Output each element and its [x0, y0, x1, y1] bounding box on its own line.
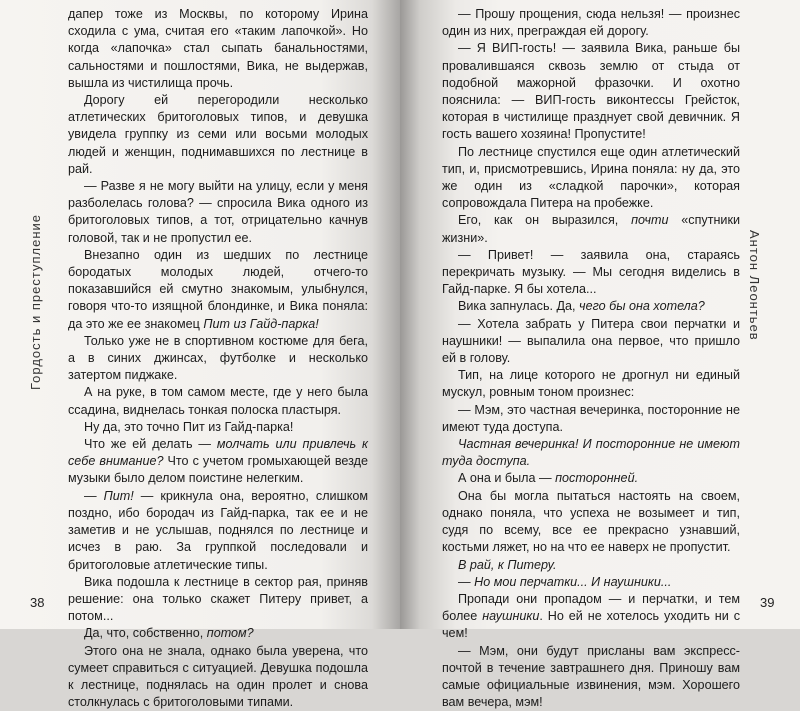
paragraph: [442, 367, 740, 401]
page-number-right: 39: [760, 595, 775, 610]
paragraph: [442, 298, 740, 315]
text-run: Тип, на лице которого не дрогнул ни единый мускул, ровным тоном произнес:: [442, 368, 740, 400]
paragraph: [442, 212, 740, 246]
text-run: Ну да, это точно Пит из Гайд-парка!: [84, 419, 294, 434]
text-run: дапер тоже из Москвы, по которому Ирина сходила с ума, считая его «таким лапочкой». Но когда «лапочка» стал сыпать банальностями, сальностями и пошлостями, Вика, не выдержав, вышла из чистилища прочь.: [68, 7, 368, 90]
paragraph: [68, 384, 368, 418]
paragraph: [68, 488, 368, 574]
italic-text: Пит!: [103, 488, 134, 503]
text-run: По лестнице спустился еще один атлетический тип, и, присмотревшись, Ирина поняла: ну да, это же один из «сладкой парочки», которая сопровождала Питера на пробежке.: [442, 144, 740, 211]
text-run: . Но ей не хотелось уходить ни с чем!: [442, 609, 741, 641]
text-run: А она и была —: [458, 471, 556, 486]
paragraph: [68, 625, 368, 642]
paragraph: [68, 333, 368, 385]
right-page: [400, 0, 800, 710]
text-run: Пропади они пропадом — и перчатки, и тем более: [442, 591, 740, 624]
italic-text: Но мои перчатки... И наушники...: [474, 574, 672, 589]
text-run: Что же ей делать —: [84, 437, 217, 452]
paragraph: [442, 643, 740, 711]
italic-text: Пит из Гайд-парка!: [203, 316, 319, 331]
page-number-left: 38: [30, 595, 45, 610]
text-run: Дорогу ей перегородили несколько атлетических бритоголовых типов, и девушка увидела группку из семи или восьми молодых людей и женщин, поднимавшихся по лестнице в рай.: [68, 93, 368, 176]
paragraph: [68, 247, 368, 333]
paragraph: [442, 247, 740, 299]
text-run: — Разве я не могу выйти на улицу, если у меня разболелась голова? — спросила Вика одного из бритоголовых типов, а тот, отрицательно качнув головой, так и не пропустил ее.: [68, 179, 368, 245]
text-run: — крикнула она, вероятно, слишком поздно, ибо бородач из Гайд-парка, так ее и не заметив и не услышав, поднялся по лестнице и исчез в раю. За группкой последовали и бритоголовые атлетические типы.: [68, 488, 369, 572]
paragraph: [68, 419, 368, 436]
text-run: Вика запнулась. Да,: [458, 299, 580, 314]
text-run: — Мэм, они будут присланы вам экспресс-почтой в течение завтрашнего дня. Приношу вам самые официальные извинения, мэм. Хорошего вам вечера, мэм!: [442, 643, 740, 710]
left-page-text: [68, 6, 368, 711]
text-run: Да, что, собственно,: [84, 626, 207, 641]
paragraph: [442, 40, 740, 143]
text-run: А на руке, в том самом месте, где у него была ссадина, виднелась тонкая полоска пластыря.: [68, 385, 368, 417]
italic-text: Частная вечеринка! И посторонние не имеют туда доступа.: [442, 437, 740, 469]
right-page-text: [442, 6, 740, 711]
text-run: Она бы могла пытаться настоять на своем, однако поняла, что успеха не возымеет и тип, судя по всему, все ее прекрасно узнавший, костьми ляжет, но на что ее наверх не пропустит.: [442, 488, 740, 555]
paragraph: [68, 92, 368, 178]
italic-text: молчать или привлечь к себе внимание?: [68, 437, 368, 469]
text-run: —: [84, 488, 104, 503]
text-run: — Я ВИП-гость! — заявила Вика, раньше бы провалившаяся сквозь землю от стыда от подобной мажорной фразочки. И охотно пояснила: — ВИП-гость виконтессы Грейсток, которая в чистилище празднует свой девичник. Я гость вашего хозяина! Пропустите!: [442, 41, 740, 142]
paragraph: [442, 6, 740, 40]
text-run: Только уже не в спортивном костюме для бега, а в синих джинсах, футболке и несколько затертом пиджаке.: [68, 333, 368, 383]
paragraph: [442, 144, 740, 213]
paragraph: [442, 436, 740, 470]
italic-text: посторонней.: [555, 471, 639, 486]
paragraph: [442, 470, 740, 487]
italic-text: чего бы она хотела?: [579, 299, 705, 314]
paragraph: [68, 178, 368, 247]
text-run: Вика подошла к лестнице в сектор рая, приняв решение: она только скажет Питеру привет, а потом...: [68, 574, 368, 624]
paragraph: [442, 402, 740, 436]
text-run: — Привет! — заявила она, стараясь перекричать музыку. — Мы сегодня виделись в Гайд-парке. Я бы хотела...: [442, 247, 740, 297]
text-run: —: [458, 574, 475, 589]
paragraph: [442, 574, 740, 591]
paragraph: [68, 436, 368, 488]
italic-text: В рай, к Питеру.: [458, 557, 557, 572]
text-run: Внезапно один из шедших по лестнице бородатых молодых людей, отчего-то показавшийся ей смутно знакомым, улыбнулся, говоря что-то изящной блондинке, и Вика поняла: да это же ее знакомец: [68, 247, 368, 331]
text-run: — Хотела забрать у Питера свои перчатки и наушники! — выпалила она первое, что пришло ей в голову.: [442, 316, 740, 366]
running-head-right: Антон Леонтьев: [747, 230, 762, 341]
paragraph: [68, 643, 368, 711]
text-run: Что с учетом громыхающей везде музыки было делом поистине нелегким.: [68, 454, 368, 486]
paragraph: [442, 591, 740, 643]
paragraph: [442, 557, 740, 574]
text-run: Этого она не знала, однако была уверена, что сумеет справиться с ситуацией. Девушка подошла к лестнице, поднялась на один пролет и снова столкнулась с бритоголовыми типами.: [68, 643, 368, 710]
text-run: «спутники жизни».: [442, 213, 741, 245]
text-run: Его, как он выразился,: [458, 213, 632, 228]
italic-text: почти: [631, 213, 669, 228]
italic-text: потом?: [206, 626, 254, 641]
italic-text: наушники: [482, 609, 540, 624]
left-page: [0, 0, 400, 710]
running-head-left: Гордость и преступление: [28, 214, 43, 390]
paragraph: [442, 488, 740, 557]
paragraph: [68, 574, 368, 626]
paragraph: [68, 6, 368, 92]
text-run: — Мэм, это частная вечеринка, посторонние не имеют туда доступа.: [442, 402, 740, 434]
paragraph: [442, 316, 740, 368]
text-run: — Прошу прощения, сюда нельзя! — произнес один из них, преграждая ей дорогу.: [442, 7, 740, 39]
